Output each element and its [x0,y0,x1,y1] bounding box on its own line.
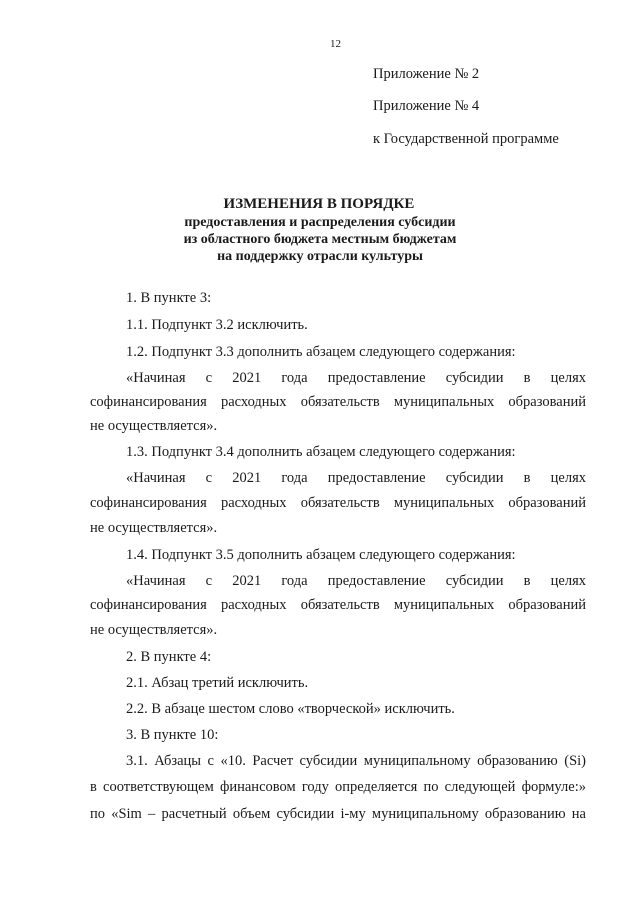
title-subtitle-3: на поддержку отрасли культуры [217,249,423,264]
page-number: 12 [330,38,341,50]
body-line: не осуществляется». [90,622,218,638]
body-line: 2.1. Абзац третий исключить. [126,675,309,691]
body-line: 3. В пункте 10: [126,727,219,743]
body-line: 1.3. Подпункт 3.4 дополнить абзацем следующего содержания: [126,444,516,460]
body-line: 1.2. Подпункт 3.3 дополнить абзацем следующего содержания: [126,344,516,360]
body-line: не осуществляется». [90,418,218,434]
body-line: 1.1. Подпункт 3.2 исключить. [126,317,308,333]
title-main: ИЗМЕНЕНИЯ В ПОРЯДКЕ [223,196,415,212]
body-line: софинансирования расходных обязательств муниципальных образований [90,495,586,511]
body-line: «Начиная с 2021 года предоставление субсидии в целях [126,573,586,589]
body-line: 3.1. Абзацы с «10. Расчет субсидии муниципальному образованию (Si) [126,753,586,769]
body-line: софинансирования расходных обязательств муниципальных образований [90,394,586,410]
body-line: не осуществляется». [90,520,218,536]
document-title [0,195,640,265]
body-line: в соответствующем финансовом году определяется по следующей формуле:» [90,779,586,795]
title-subtitle-1: предоставления и распределения субсидии [184,215,456,230]
body-line: по «Sim – расчетный объем субсидии i-му муниципальному образованию на [90,806,586,822]
body-line: 2. В пункте 4: [126,649,212,665]
body-line: «Начиная с 2021 года предоставление субсидии в целях [126,470,586,486]
body-line: 1. В пункте 3: [126,290,212,306]
title-subtitle-2: из областного бюджета местным бюджетам [183,232,457,247]
body-line: 2.2. В абзаце шестом слово «творческой» исключить. [126,701,455,717]
appendix-line-1: Приложение № 2 [373,66,480,82]
body-line: софинансирования расходных обязательств муниципальных образований [90,597,586,613]
appendix-line-3: к Государственной программе [373,131,559,147]
appendix-line-2: Приложение № 4 [373,98,480,114]
body-line: «Начиная с 2021 года предоставление субсидии в целях [126,370,586,386]
body-line: 1.4. Подпункт 3.5 дополнить абзацем следующего содержания: [126,547,516,563]
